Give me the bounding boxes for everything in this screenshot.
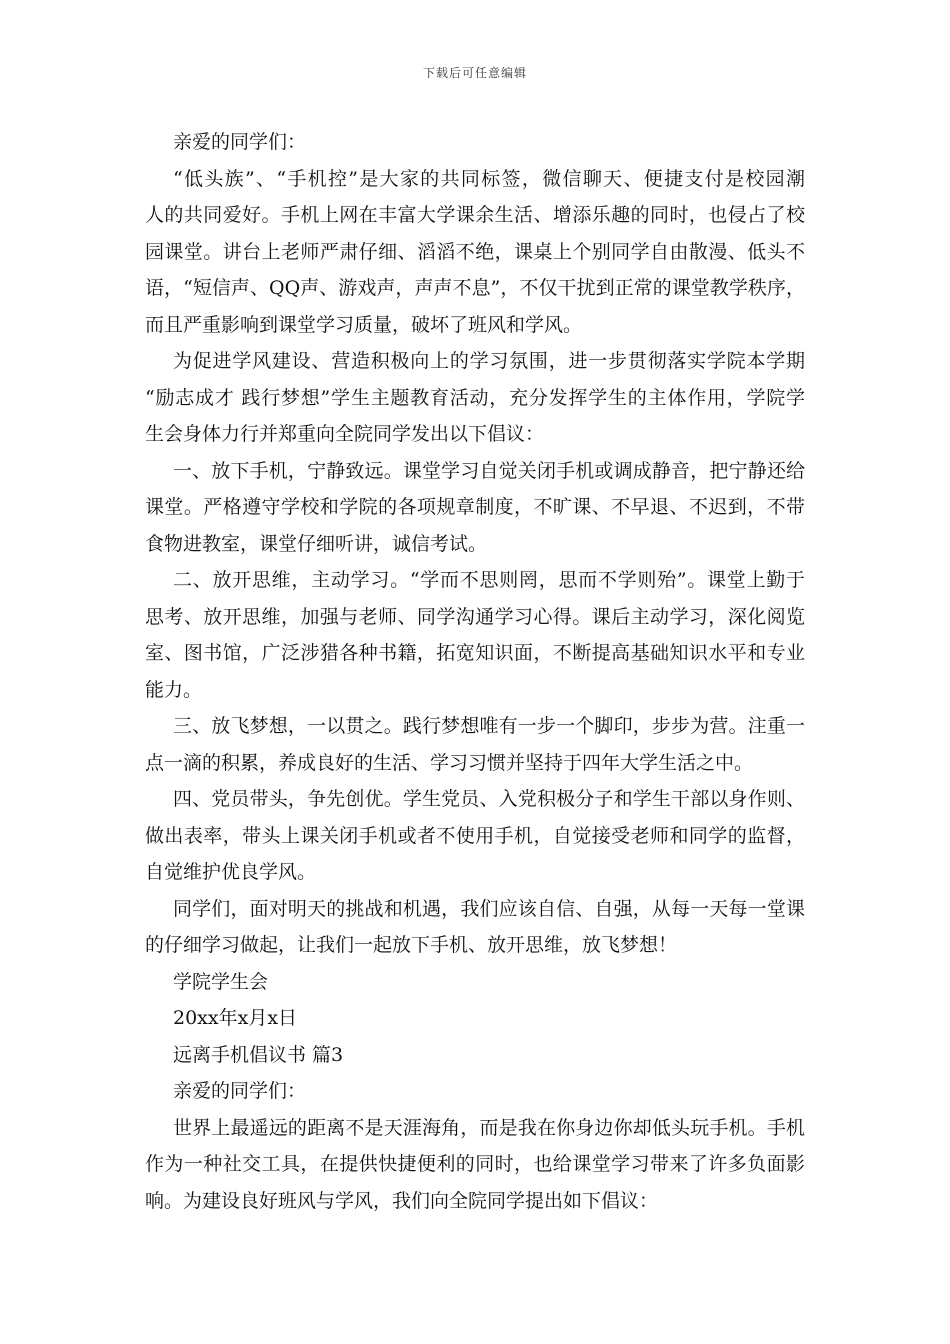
text-line: 室、图书馆，广泛涉猎各种书籍，拓宽知识面，不断提高基础知识水平和专业 xyxy=(145,642,805,664)
text-line: 做出表率，带头上课关闭手机或者不使用手机，自觉接受老师和同学的监督， xyxy=(145,824,805,847)
text-line: 为促进学风建设、营造积极向上的学习氛围，进一步贯彻落实学院本学期 xyxy=(173,350,805,372)
text-line: 食物进教室，课堂仔细听讲，诚信考试。 xyxy=(145,532,488,555)
text-line: 人的共同爱好。手机上网在丰富大学课余生活、增添乐趣的同时，也侵占了校 xyxy=(145,204,805,226)
text-line: 园课堂。讲台上老师严肃仔细、滔滔不绝，课桌上个别同学自由散漫、低头不 xyxy=(145,240,805,263)
text-line: 世界上最遥远的距离不是天涯海角，而是我在你身边你却低头玩手机。手机 xyxy=(173,1116,805,1139)
text-line: 三、放飞梦想，一以贯之。践行梦想唯有一步一个脚印，步步为营。注重一 xyxy=(173,715,805,737)
text-line: 点一滴的积累，养成良好的生活、学习习惯并坚持于四年大学生活之中。 xyxy=(145,751,754,774)
text-line: 一、放下手机，宁静致远。课堂学习自觉关闭手机或调成静音，把宁静还给 xyxy=(173,459,805,482)
page-header: 下载后可任意编辑 xyxy=(422,66,527,80)
text-line: 二、放开思维，主动学习。“学而不思则罔，思而不学则殆”。课堂上勤于 xyxy=(173,569,805,591)
text-line: 课堂。严格遵守学校和学院的各项规章制度，不旷课、不早退、不迟到，不带 xyxy=(145,496,805,518)
text-line: 四、党员带头，争先创优。学生党员、入党积极分子和学生干部以身作则、 xyxy=(173,788,805,810)
text-line: 能力。 xyxy=(145,678,203,701)
text-line: 亲爱的同学们： xyxy=(173,131,307,153)
text-line: “励志成才 践行梦想”学生主题教育活动，充分发挥学生的主体作用，学院学 xyxy=(145,386,805,409)
text-line: 亲爱的同学们： xyxy=(173,1080,307,1102)
text-line: 生会身体力行并郑重向全院同学发出以下倡议： xyxy=(145,423,545,445)
text-line: 同学们，面对明天的挑战和机遇，我们应该自信、自强，从每一天每一堂课 xyxy=(173,897,805,920)
text-line: 自觉维护优良学风。 xyxy=(145,861,317,883)
text-line: “低头族”、“手机控”是大家的共同标签，微信聊天、便捷支付是校园潮 xyxy=(173,167,805,190)
text-line: 语，“短信声、QQ声、游戏声，声声不息”，不仅干扰到正常的课堂教学秩序， xyxy=(145,277,805,299)
text-line: 的仔细学习做起，让我们一起放下手机、放开思维，放飞梦想！ xyxy=(145,934,678,956)
text-line: 远离手机倡议书 篇3 xyxy=(173,1043,344,1066)
text-line: 而且严重影响到课堂学习质量，破坏了班风和学风。 xyxy=(145,313,583,336)
text-line: 作为一种社交工具，在提供快捷便利的同时，也给课堂学习带来了许多负面影 xyxy=(145,1153,805,1175)
document-body xyxy=(145,124,805,1219)
text-line: 响。为建设良好班风与学风，我们向全院同学提出如下倡议： xyxy=(145,1189,659,1212)
text-line: 思考、放开思维，加强与老师、同学沟通学习心得。课后主动学习，深化阅览 xyxy=(145,605,805,628)
text-line: 20xx年x月x日 xyxy=(173,1007,298,1029)
text-line: 学院学生会 xyxy=(173,970,269,993)
